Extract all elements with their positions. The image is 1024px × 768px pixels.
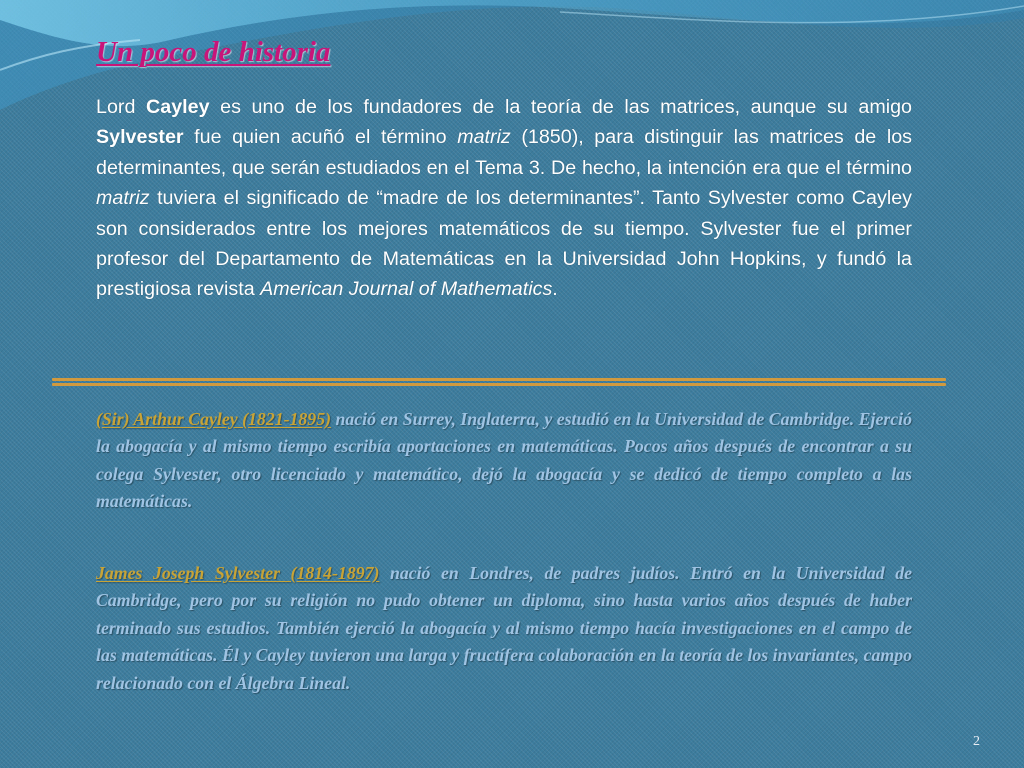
bio-cayley-name: (Sir) Arthur Cayley (1821-1895) xyxy=(96,409,332,429)
section-divider xyxy=(52,378,946,387)
intro-text-6: . xyxy=(552,278,558,301)
term-matriz-2: matriz xyxy=(96,187,150,210)
sylvester-name: Sylvester xyxy=(96,126,184,149)
bio-sylvester-name: James Joseph Sylvester (1814-1897) xyxy=(96,563,380,583)
divider-line-top xyxy=(52,378,946,381)
divider-line-bottom xyxy=(52,383,946,386)
bio-cayley-text: nació en Surrey, Inglaterra, y estudió en la Universidad de Cambridge. Ejerció la abogacía y al mismo tiempo escribía aportaciones en matemáticas. Pocos años después de encontrar a su colega Sylvester, otro licenciado y matemático, dejó la abogacía y se dedicó de tiempo completo a las matemáticas. xyxy=(96,409,912,512)
intro-text-3: fue quien acuñó el término xyxy=(183,126,458,149)
intro-text-1: Lord xyxy=(96,96,147,118)
journal-name: American Journal of Mathematics xyxy=(260,278,553,301)
intro-paragraph xyxy=(96,92,912,305)
slide-title: Un poco de historia xyxy=(96,36,331,68)
intro-text-4: (1850), para distinguir las matrices de los determinantes, que serán estudiados en el Tema 3. De hecho, la intención era que el término xyxy=(96,126,912,179)
intro-text-5: tuviera el significado de “madre de los determinantes”. Tanto Sylvester como Cayley son considerados entre los mejores matemáticos de su tiempo. Sylvester fue el primer profesor del Departamento de Matemáticas en la Universidad John Hopkins, y fundó la prestigiosa revista xyxy=(96,187,912,301)
bio-sylvester xyxy=(96,560,912,697)
page-number: 2 xyxy=(973,734,980,749)
bio-cayley xyxy=(96,406,912,516)
term-matriz: matriz xyxy=(457,126,511,149)
intro-text-2: es uno de los fundadores de la teoría de las matrices, aunque su amigo xyxy=(209,96,912,118)
cayley-name: Cayley xyxy=(146,96,210,118)
bio-sylvester-text: nació en Londres, de padres judíos. Entró en la Universidad de Cambridge, pero por su religión no pudo obtener un diploma, sino hasta varios años después de haber terminado sus estudios. También ejerció la abogacía y al mismo tiempo hacía investigaciones en el campo de las matemáticas. Él y Cayley tuvieron una larga y fructífera colaboración en la teoría de los invariantes, campo relacionado con el Álgebra Lineal. xyxy=(96,563,913,693)
